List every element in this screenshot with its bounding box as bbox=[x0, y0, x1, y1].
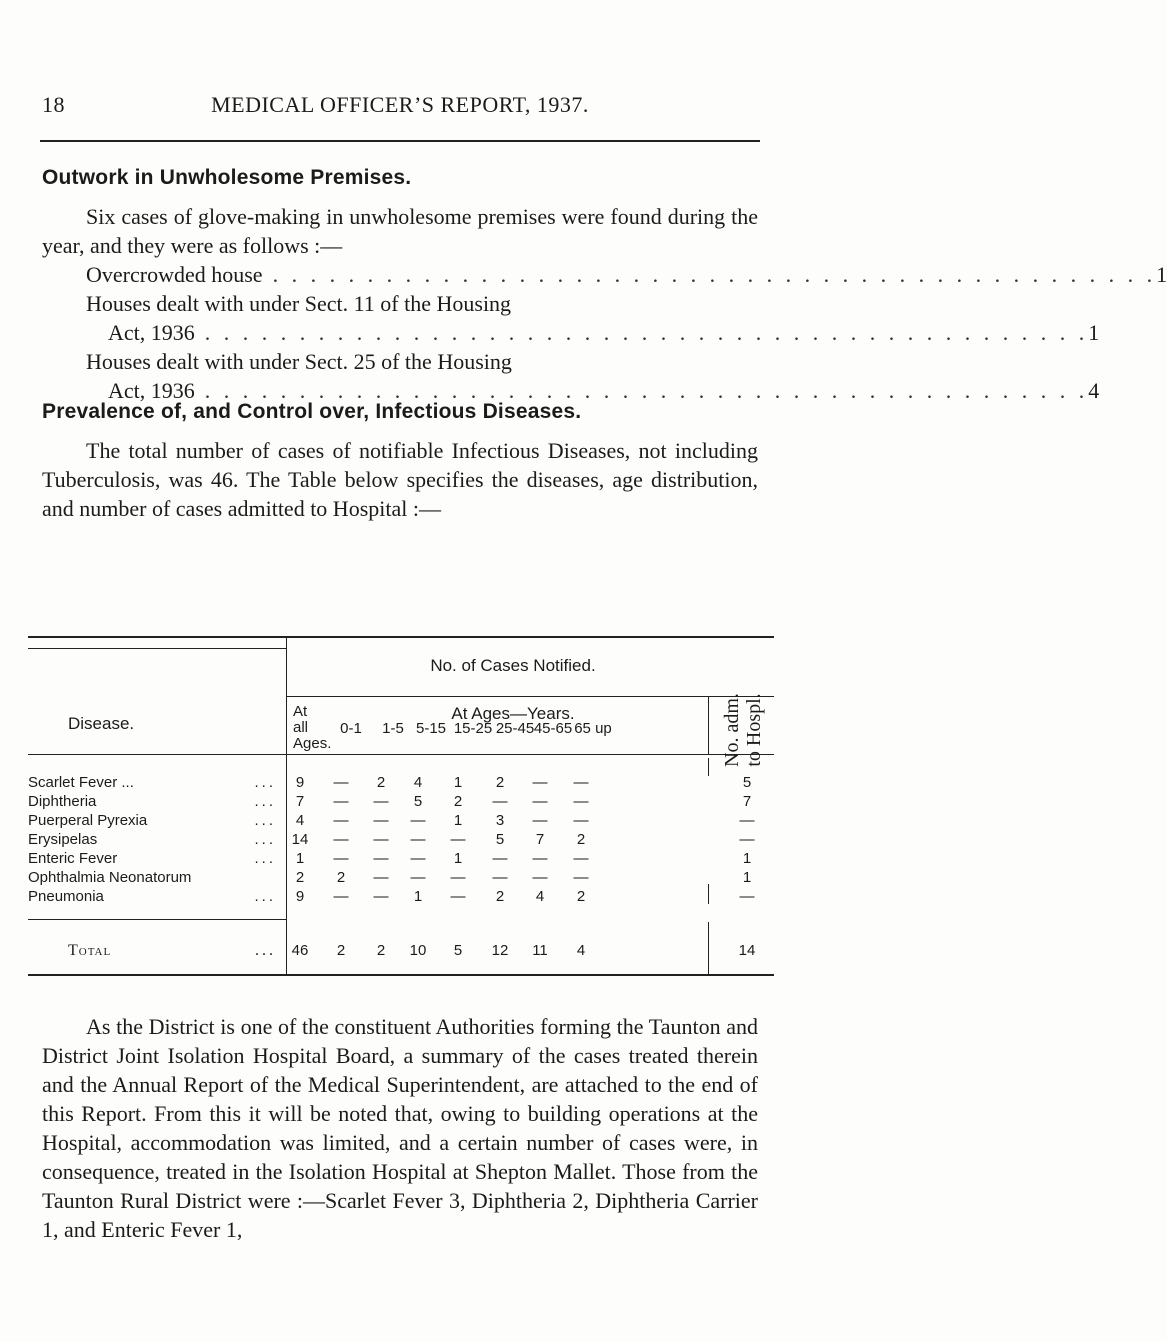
leader-dots: . . . . . . . . . . . . . . . . . . . . . . . . . . . . . . . . . . . . . . . . . . . . . . . bbox=[204, 378, 1089, 403]
table-row-cell: — bbox=[333, 774, 349, 791]
admitted-header-line1: No. adm. bbox=[721, 693, 743, 767]
all-ages-header-line: At bbox=[293, 703, 308, 720]
table-row-label bbox=[28, 774, 286, 791]
disease-name: Ophthalmia Neonatorum bbox=[28, 869, 192, 886]
table-row-cell: 1 bbox=[453, 774, 463, 791]
all-ages-header-line: Ages. bbox=[293, 735, 332, 752]
table-row-cell: — bbox=[410, 869, 426, 886]
total-row-cell: 4 bbox=[576, 942, 586, 959]
table-row-cell: 1 bbox=[453, 812, 463, 829]
table-row-label bbox=[28, 831, 286, 848]
list-item bbox=[86, 347, 758, 376]
table-row-cell: 1 bbox=[413, 888, 423, 905]
running-head bbox=[42, 92, 758, 118]
leader-dots: ... bbox=[254, 888, 276, 905]
prevalence-heading: Prevalence of, and Control over, Infectious Diseases. bbox=[42, 400, 582, 423]
table-row-cell: — bbox=[373, 850, 389, 867]
page-number: 18 bbox=[42, 92, 65, 117]
report-title: MEDICAL OFFICER’S REPORT, 1937. bbox=[211, 92, 589, 117]
leader-dots: ... bbox=[255, 942, 276, 959]
total-row-admitted: 14 bbox=[738, 942, 756, 959]
admitted-tick bbox=[708, 884, 709, 904]
leader-dots: . . . . . . . . . . . . . . . . . . . . . . . . . . . . . . . . . . . . . . . . . . . . . . . bbox=[204, 320, 1089, 345]
list-item-label-cont: Act, 1936 bbox=[108, 320, 195, 345]
disease-name: Total bbox=[68, 942, 112, 959]
table-row-cell: 2 bbox=[495, 774, 505, 791]
table-row-cell: — bbox=[410, 812, 426, 829]
list-item bbox=[86, 260, 1167, 289]
age-column-header: 1-5 bbox=[382, 720, 404, 737]
table-row-cell: — bbox=[450, 869, 466, 886]
table-row-admitted: 7 bbox=[742, 793, 752, 810]
table-row-cell: — bbox=[450, 831, 466, 848]
table-row-cell: — bbox=[532, 850, 548, 867]
table-row-cell: 4 bbox=[535, 888, 545, 905]
table-top-rule bbox=[28, 636, 774, 638]
admitted-header-line2: to Hospl. bbox=[743, 693, 765, 767]
table-row-cell: 7 bbox=[535, 831, 545, 848]
table-row-cell: 2 bbox=[376, 774, 386, 791]
leader-dots: ... bbox=[254, 774, 276, 791]
closing-paragraph: As the District is one of the constituent Authorities forming the Taunton and District Joint Isolation Hospital Board, a summary of the cases treated therein and the Annual Report of the Medical Superintendent, are attached to the end of this Report. From this it will be noted that, owing to building operations at the Hospital, accommodation was limited, and a certain number of cases were, in consequence, treated in the Isolation Hospital at Shepton Mallet. Those from the Taunton Rural District were :—Scarlet Fever 3, Diphtheria 2, Diphtheria Carrier 1, and Enteric Fever 1, bbox=[42, 1014, 758, 1242]
table-row-cell: — bbox=[410, 831, 426, 848]
admitted-tick bbox=[708, 758, 709, 776]
table-row-cell: 1 bbox=[453, 850, 463, 867]
leader-dots: . . . . . . . . . . . . . . . . . . . . . . . . . . . . . . . . . . . . . . . . . . . . . . . bbox=[272, 262, 1157, 287]
table-row-cell: — bbox=[532, 793, 548, 810]
table-row-cell: — bbox=[532, 869, 548, 886]
age-column-header: 0-1 bbox=[340, 720, 362, 737]
table-row-cell: 9 bbox=[295, 774, 305, 791]
list-item-label: Overcrowded house bbox=[86, 262, 263, 287]
table-row-cell: — bbox=[373, 793, 389, 810]
table-row-cell: 2 bbox=[576, 888, 586, 905]
table-row-cell: — bbox=[373, 888, 389, 905]
total-row-cell: 2 bbox=[336, 942, 346, 959]
table-row-admitted: 1 bbox=[742, 850, 752, 867]
disease-name: Enteric Fever bbox=[28, 850, 118, 867]
table-row-admitted: — bbox=[739, 888, 755, 905]
disease-name: Erysipelas bbox=[28, 831, 98, 848]
table-row-cell: 3 bbox=[495, 812, 505, 829]
table-corner-rule bbox=[28, 648, 286, 649]
table-row-admitted: 5 bbox=[742, 774, 752, 791]
disease-name: Puerperal Pyrexia bbox=[28, 812, 148, 829]
outwork-intro: Six cases of glove-making in unwholesome premises were found during the year, and they were as follows :— bbox=[42, 204, 758, 258]
list-item-label: Houses dealt with under Sect. 11 of the Housing bbox=[86, 291, 512, 316]
leader-dots: ... bbox=[254, 812, 276, 829]
table-left-head-rule bbox=[28, 754, 286, 755]
table-row-cell: — bbox=[573, 812, 589, 829]
table-row-cell: 2 bbox=[495, 888, 505, 905]
table-row-cell: — bbox=[373, 812, 389, 829]
table-subhead-rule bbox=[286, 696, 774, 697]
table-row-cell: 2 bbox=[576, 831, 586, 848]
leader-dots: ... bbox=[254, 850, 276, 867]
table-row-cell: — bbox=[333, 793, 349, 810]
disease-table bbox=[28, 636, 774, 996]
table-row-cell: — bbox=[333, 831, 349, 848]
table-row-cell: — bbox=[492, 869, 508, 886]
age-column-header: 5-15 bbox=[415, 720, 447, 737]
header-rule bbox=[40, 140, 760, 142]
table-row-cell: — bbox=[410, 850, 426, 867]
table-row-cell: 1 bbox=[295, 850, 305, 867]
table-row-cell: — bbox=[333, 850, 349, 867]
disease-name: Diphtheria bbox=[28, 793, 97, 810]
list-item-value: 1 bbox=[1156, 262, 1167, 287]
age-column-header: 65 up bbox=[574, 720, 612, 737]
admitted-divider bbox=[708, 696, 709, 754]
table-row-cell: — bbox=[333, 888, 349, 905]
table-row-cell: — bbox=[573, 869, 589, 886]
table-row-cell: — bbox=[532, 812, 548, 829]
outwork-list bbox=[86, 260, 1167, 405]
table-row-cell: 7 bbox=[295, 793, 305, 810]
table-row-cell: — bbox=[450, 888, 466, 905]
table-row-cell: — bbox=[573, 793, 589, 810]
total-row-cell: 46 bbox=[291, 942, 309, 959]
total-row-cell: 12 bbox=[491, 942, 509, 959]
table-row-cell: 2 bbox=[453, 793, 463, 810]
table-row-cell: — bbox=[373, 869, 389, 886]
table-row-label bbox=[28, 793, 286, 810]
admitted-header bbox=[721, 685, 765, 775]
list-item-value: 1 bbox=[1088, 320, 1100, 345]
total-row-cell: 2 bbox=[376, 942, 386, 959]
table-row-label bbox=[28, 850, 286, 867]
total-row-label bbox=[68, 942, 286, 960]
list-item bbox=[86, 318, 1100, 347]
total-row-cell: 11 bbox=[532, 942, 548, 959]
table-row-admitted: 1 bbox=[742, 869, 752, 886]
list-item-value: 4 bbox=[1088, 378, 1100, 403]
age-column-header: 45-65 bbox=[533, 720, 573, 737]
total-row-cell: 10 bbox=[409, 942, 427, 959]
admitted-tick bbox=[708, 922, 709, 974]
disease-name: Scarlet Fever ... bbox=[28, 774, 134, 791]
table-row-cell: — bbox=[492, 850, 508, 867]
age-column-header: 25-45 bbox=[495, 720, 535, 737]
outwork-heading: Outwork in Unwholesome Premises. bbox=[42, 166, 412, 189]
age-column-header: 15-25 bbox=[453, 720, 493, 737]
table-row-label bbox=[28, 888, 286, 905]
ages-header: At Ages—Years. bbox=[451, 704, 575, 723]
disease-name: Pneumonia bbox=[28, 888, 104, 905]
table-row-cell: 2 bbox=[336, 869, 346, 886]
table-row-admitted: — bbox=[739, 831, 755, 848]
prevalence-intro: The total number of cases of notifiable Infectious Diseases, not including Tuberculosis, was 46. The Table below specifies the diseases, age distribution, and number of cases admitted to Hospital :— bbox=[42, 438, 758, 521]
table-left-body-rule bbox=[28, 919, 286, 920]
table-row-admitted: — bbox=[739, 812, 755, 829]
top-header: No. of Cases Notified. bbox=[430, 656, 596, 675]
disease-header: Disease. bbox=[68, 714, 135, 733]
table-row-label bbox=[28, 812, 286, 829]
table-row-cell: — bbox=[573, 850, 589, 867]
leader-dots: ... bbox=[254, 831, 276, 848]
table-bottom-rule bbox=[28, 974, 774, 976]
table-row-cell: 5 bbox=[495, 831, 505, 848]
list-item bbox=[86, 289, 758, 318]
table-row-label bbox=[28, 869, 286, 886]
table-row-cell: 9 bbox=[295, 888, 305, 905]
total-row-cell: 5 bbox=[453, 942, 463, 959]
table-row-cell: — bbox=[573, 774, 589, 791]
list-item-label-cont: Act, 1936 bbox=[108, 378, 195, 403]
table-row-cell: 14 bbox=[291, 831, 309, 848]
table-row-cell: — bbox=[532, 774, 548, 791]
table-row-cell: 2 bbox=[295, 869, 305, 886]
all-ages-header-line: all bbox=[293, 719, 309, 736]
table-row-cell: 4 bbox=[295, 812, 305, 829]
table-row-cell: 5 bbox=[413, 793, 423, 810]
table-row-cell: — bbox=[373, 831, 389, 848]
table-row-cell: — bbox=[333, 812, 349, 829]
table-head-rule bbox=[286, 754, 774, 755]
table-row-cell: 4 bbox=[413, 774, 423, 791]
table-row-cell: — bbox=[492, 793, 508, 810]
leader-dots: ... bbox=[254, 793, 276, 810]
list-item-label: Houses dealt with under Sect. 25 of the Housing bbox=[86, 349, 512, 374]
